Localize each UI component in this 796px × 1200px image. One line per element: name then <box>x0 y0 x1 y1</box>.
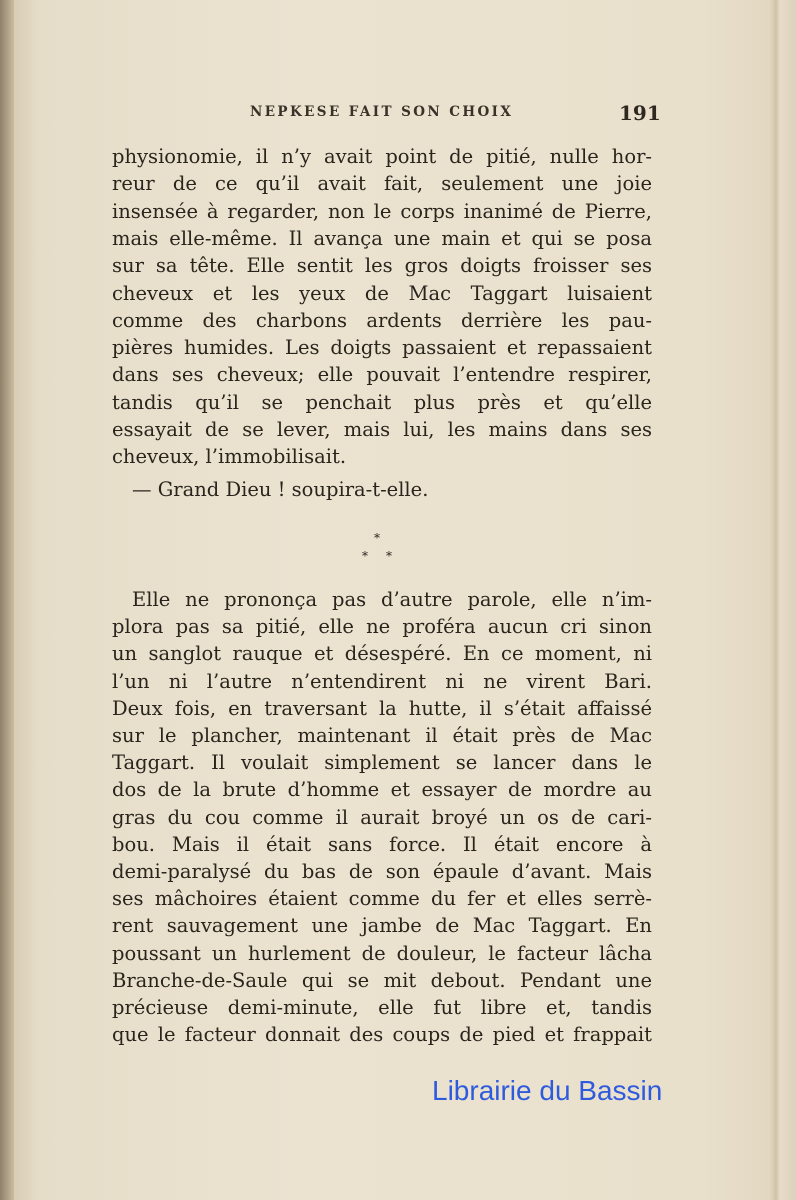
text-line: dos de la brute d’homme et essayer de mordre au <box>112 778 652 802</box>
text-line: un sanglot rauque et désespéré. En ce moment, ni <box>112 642 652 666</box>
asterism-star: * <box>374 531 380 545</box>
text-line: comme des charbons ardents derrière les pau- <box>112 308 652 332</box>
text-line: bou. Mais il était sans force. Il était encore à <box>112 832 652 856</box>
text-line: ses mâchoires étaient comme du fer et elles serrè- <box>112 887 652 911</box>
asterism-star: * <box>386 549 392 563</box>
running-title: NEPKESE FAIT SON CHOIX <box>250 104 514 120</box>
text-line: cheveux et les yeux de Mac Taggart luisaient <box>112 281 652 305</box>
text-line: sur le plancher, maintenant il était près de Mac <box>112 724 652 747</box>
watermark: Librairie du Bassin <box>432 1075 663 1106</box>
text-line: sur sa tête. Elle sentit les gros doigts froisser ses <box>112 254 652 278</box>
text-line: reur de ce qu’il avait fait, seulement une joie <box>112 172 652 196</box>
text-line: pières humides. Les doigts passaient et repassaient <box>112 336 652 360</box>
text-line: rent sauvagement une jambe de Mac Taggart. En <box>112 914 652 938</box>
page-gutter-shadow <box>0 0 14 1200</box>
text-line: Taggart. Il voulait simplement se lancer dans le <box>112 751 652 775</box>
text-line: demi-paralysé du bas de son épaule d’avant. Mais <box>112 860 652 883</box>
text-line: gras du cou comme il aurait broyé un os de cari- <box>112 805 652 829</box>
text-line: dans ses cheveux; elle pouvait l’entendre respirer, <box>112 363 652 387</box>
page-number: 191 <box>619 101 661 125</box>
text-line: Branche-de-Saule qui se mit debout. Pendant une <box>112 968 652 992</box>
text-line: que le facteur donnait des coups de pied et frappait <box>112 1023 652 1047</box>
text-line: l’un ni l’autre n’entendirent ni ne virent Bari. <box>112 669 652 693</box>
text-line: physionomie, il n’y avait point de pitié, nulle hor- <box>112 145 652 168</box>
text-line: insensée à regarder, non le corps inanimé de Pierre, <box>112 199 652 223</box>
text-line: précieuse demi-minute, elle fut libre et, tandis <box>112 996 652 1019</box>
text-line: Elle ne prononça pas d’autre parole, elle n’im- <box>132 588 652 611</box>
text-line: mais elle-même. Il avança une main et qui se posa <box>112 226 652 250</box>
text-line: tandis qu’il se penchait plus près et qu’elle <box>112 390 652 414</box>
text-line: Deux fois, en traversant la hutte, il s’était affaissé <box>112 696 652 720</box>
asterism-star: * <box>362 549 368 563</box>
text-line: — Grand Dieu ! soupira-t-elle. <box>132 478 429 501</box>
text-line: cheveux, l’immobilisait. <box>112 445 347 469</box>
text-line: essayait de se lever, mais lui, les mains dans ses <box>112 418 652 441</box>
text-line: poussant un hurlement de douleur, le facteur lâcha <box>112 941 652 965</box>
text-line: plora pas sa pitié, elle ne proféra aucun cri sinon <box>112 615 652 639</box>
